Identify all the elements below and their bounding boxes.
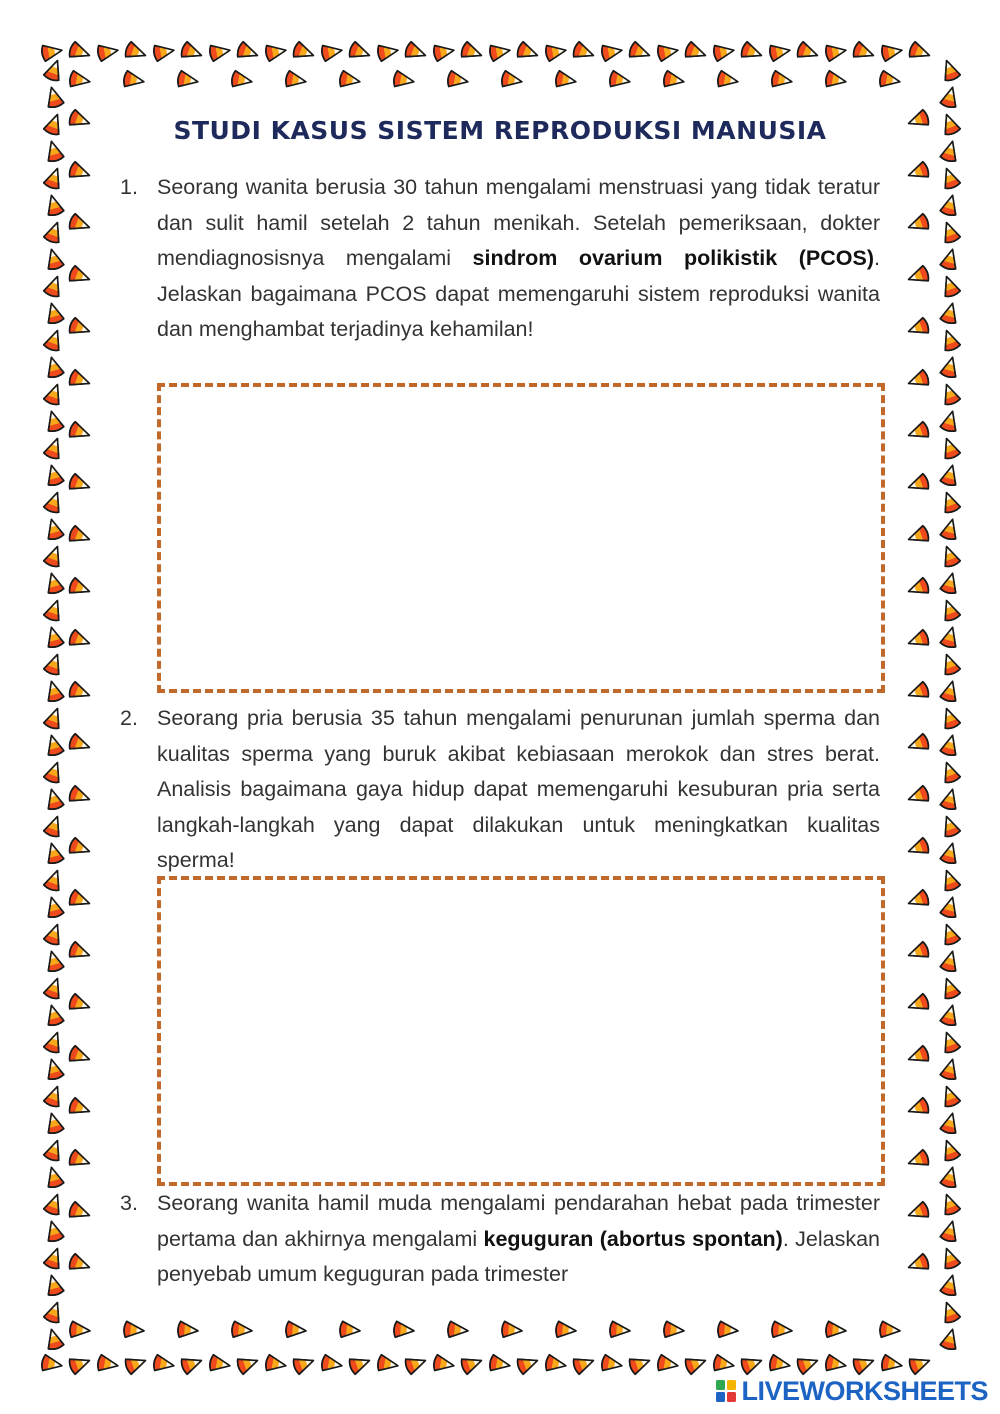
candy-corn-icon <box>44 409 65 432</box>
candy-corn-icon <box>44 301 65 324</box>
candy-corn-icon <box>377 42 399 61</box>
candy-corn-icon <box>906 265 930 287</box>
candy-corn-icon <box>881 1354 903 1373</box>
candy-corn-icon <box>123 1321 144 1339</box>
candy-corn-icon <box>43 868 65 892</box>
candy-corn-icon <box>236 1353 260 1375</box>
candy-corn-icon <box>940 625 961 648</box>
candy-corn-icon <box>906 421 930 443</box>
candy-corn-icon <box>265 42 287 61</box>
candy-corn-icon <box>43 1030 65 1054</box>
candy-corn-icon <box>940 895 961 918</box>
candy-corn-icon <box>572 41 596 63</box>
candy-corn-icon <box>377 1354 399 1373</box>
candy-corn-icon <box>906 1253 930 1275</box>
candy-corn-icon <box>663 1321 684 1339</box>
candy-corn-icon <box>939 598 961 622</box>
candy-corn-icon <box>769 1354 791 1373</box>
question-text: Seorang wanita berusia 30 tahun mengalami menstruasi yang tidak teratur dan sulit hamil setelah 2 tahun menikah. Setelah pemeriksaan, dokter mendiagnosisnya mengalami sindrom ovarium polikistik (PCOS). Jelaskan bagaimana PCOS dapat memengaruhi sistem reproduksi wanita dan menghambat terjadinya kehamilan! <box>157 175 880 341</box>
answer-box-2[interactable] <box>157 876 885 1186</box>
question-number: 2. <box>120 706 138 730</box>
candy-corn-icon <box>43 544 65 568</box>
candy-corn-icon <box>404 1353 428 1375</box>
candy-corn-icon <box>940 841 961 864</box>
candy-corn-icon <box>657 42 679 61</box>
candy-corn-icon <box>906 629 930 651</box>
candy-corn-icon <box>940 463 961 486</box>
candy-corn-icon <box>68 889 92 911</box>
candy-corn-icon <box>825 1354 847 1373</box>
candy-corn-icon <box>348 41 372 63</box>
candy-corn-icon <box>609 1321 630 1339</box>
candy-corn-icon <box>44 247 65 270</box>
candy-corn-icon <box>348 1353 372 1375</box>
candy-corn-icon <box>852 41 876 63</box>
candy-corn-icon <box>447 70 469 89</box>
question-keyword: sindrom ovarium polikistik (PCOS) <box>472 246 875 270</box>
candy-corn-icon <box>545 42 567 61</box>
candy-corn-icon <box>68 1353 92 1375</box>
candy-corn-icon <box>939 1300 961 1324</box>
candy-corn-icon <box>516 41 540 63</box>
candy-corn-icon <box>906 213 930 235</box>
candy-corn-icon <box>68 317 92 339</box>
candy-corn-icon <box>460 41 484 63</box>
candy-corn-icon <box>44 193 65 216</box>
candy-corn-icon <box>69 1321 90 1339</box>
candy-corn-icon <box>43 436 65 460</box>
candy-corn-icon <box>940 1273 961 1296</box>
candy-corn-icon <box>939 814 961 838</box>
candy-corn-icon <box>906 473 930 495</box>
candy-corn-icon <box>68 837 92 859</box>
candy-corn-icon <box>68 1045 92 1067</box>
candy-corn-icon <box>433 42 455 61</box>
candy-corn-icon <box>43 1300 65 1324</box>
candy-corn-icon <box>906 369 930 391</box>
question-3-clip <box>120 1186 880 1294</box>
candy-corn-icon <box>545 1354 567 1373</box>
candy-corn-icon <box>628 41 652 63</box>
candy-corn-icon <box>44 1219 65 1242</box>
question-number: 3. <box>120 1191 138 1215</box>
candy-corn-icon <box>940 1327 961 1350</box>
candy-corn-icon <box>906 889 930 911</box>
candy-corn-icon <box>41 1354 63 1373</box>
candy-corn-icon <box>177 70 199 89</box>
candy-corn-icon <box>906 941 930 963</box>
liveworksheets-brand[interactable] <box>715 1374 988 1408</box>
page-title: STUDI KASUS SISTEM REPRODUKSI MANUSIA <box>173 116 827 145</box>
candy-corn-icon <box>209 1354 231 1373</box>
candy-corn-icon <box>285 70 307 89</box>
question-text: Seorang pria berusia 35 tahun mengalami penurunan jumlah sperma dan kualitas sperma yang buruk akibat kebiasaan merokok dan stres berat. Analisis bagaimana gaya hidup dapat memengaruhi kesuburan pria serta langkah-langkah yang dapat dilakukan untuk meningkatkan kualitas sperma! <box>157 706 880 872</box>
candy-corn-icon <box>97 42 119 61</box>
candy-corn-icon <box>44 463 65 486</box>
candy-corn-icon <box>153 42 175 61</box>
candy-corn-icon <box>939 274 961 298</box>
candy-corn-icon <box>68 213 92 235</box>
candy-corn-icon <box>940 787 961 810</box>
candy-corn-icon <box>44 625 65 648</box>
candy-corn-icon <box>44 85 65 108</box>
candy-corn-icon <box>265 1354 287 1373</box>
candy-corn-icon <box>285 1321 306 1339</box>
candy-corn-icon <box>939 652 961 676</box>
candy-corn-icon <box>940 301 961 324</box>
candy-corn-icon <box>906 1149 930 1171</box>
candy-corn-icon <box>939 58 961 82</box>
candy-corn-icon <box>339 70 361 89</box>
candy-corn-icon <box>940 517 961 540</box>
candy-corn-icon <box>555 1321 576 1339</box>
candy-corn-icon <box>44 949 65 972</box>
candy-corn-icon <box>939 922 961 946</box>
candy-corn-icon <box>43 1192 65 1216</box>
candy-corn-icon <box>713 1354 735 1373</box>
candy-corn-icon <box>43 598 65 622</box>
candy-corn-icon <box>940 1219 961 1242</box>
candy-corn-icon <box>906 785 930 807</box>
candy-corn-icon <box>601 42 623 61</box>
candy-corn-icon <box>717 1321 738 1339</box>
candy-corn-icon <box>906 317 930 339</box>
candy-corn-icon <box>404 41 428 63</box>
answer-box-1[interactable] <box>157 383 885 693</box>
candy-corn-icon <box>940 85 961 108</box>
candy-corn-icon <box>43 382 65 406</box>
candy-corn-icon <box>906 525 930 547</box>
candy-corn-icon <box>908 41 932 63</box>
candy-corn-icon <box>825 1321 846 1339</box>
liveworksheets-logo-icon <box>715 1379 737 1403</box>
candy-corn-icon <box>740 41 764 63</box>
candy-corn-icon <box>940 193 961 216</box>
candy-corn-icon <box>771 70 793 89</box>
candy-corn-icon <box>236 41 260 63</box>
candy-corn-icon <box>123 70 145 89</box>
candy-corn-icon <box>489 42 511 61</box>
candy-corn-icon <box>939 1192 961 1216</box>
candy-corn-icon <box>939 976 961 1000</box>
candy-corn-icon <box>97 1354 119 1373</box>
candy-corn-icon <box>906 837 930 859</box>
candy-corn-icon <box>740 1353 764 1375</box>
candy-corn-icon <box>231 1321 252 1339</box>
candy-corn-icon <box>43 166 65 190</box>
candy-corn-icon <box>447 1321 468 1339</box>
candy-corn-icon <box>940 1111 961 1134</box>
candy-corn-icon <box>825 70 847 89</box>
candy-corn-icon <box>940 679 961 702</box>
candy-corn-icon <box>68 161 92 183</box>
candy-corn-icon <box>44 1057 65 1080</box>
candy-corn-icon <box>43 1246 65 1270</box>
candy-corn-icon <box>43 922 65 946</box>
candy-corn-icon <box>177 1321 198 1339</box>
question-text: Seorang wanita hamil muda mengalami pendarahan hebat pada trimester pertama dan akhirnya mengalami keguguran (abortus spontan). Jelaskan penyebab umum keguguran pada trimester <box>157 1191 880 1286</box>
candy-corn-icon <box>231 70 253 89</box>
candy-corn-icon <box>939 436 961 460</box>
candy-corn-icon <box>940 1057 961 1080</box>
candy-corn-icon <box>68 1097 92 1119</box>
candy-corn-icon <box>906 1045 930 1067</box>
candy-corn-icon <box>153 1354 175 1373</box>
candy-corn-icon <box>796 41 820 63</box>
candy-corn-icon <box>43 1084 65 1108</box>
candy-corn-icon <box>44 679 65 702</box>
candy-corn-icon <box>339 1321 360 1339</box>
candy-corn-icon <box>939 1246 961 1270</box>
candy-corn-icon <box>460 1353 484 1375</box>
candy-corn-icon <box>68 369 92 391</box>
candy-corn-icon <box>879 70 901 89</box>
question-3 <box>120 1186 880 1293</box>
candy-corn-icon <box>68 473 92 495</box>
candy-corn-icon <box>321 1354 343 1373</box>
candy-corn-icon <box>44 1111 65 1134</box>
candy-corn-icon <box>43 652 65 676</box>
candy-corn-icon <box>69 70 91 89</box>
candy-corn-icon <box>68 525 92 547</box>
candy-corn-icon <box>489 1354 511 1373</box>
candy-corn-icon <box>906 161 930 183</box>
candy-corn-icon <box>68 1253 92 1275</box>
candy-corn-icon <box>41 42 63 61</box>
candy-corn-icon <box>43 1138 65 1162</box>
candy-corn-icon <box>906 577 930 599</box>
candy-corn-icon <box>68 1201 92 1223</box>
candy-corn-icon <box>572 1353 596 1375</box>
question-keyword: keguguran (abortus spontan) <box>483 1226 783 1251</box>
candy-corn-icon <box>43 220 65 244</box>
candy-corn-icon <box>852 1353 876 1375</box>
candy-corn-icon <box>939 1084 961 1108</box>
candy-corn-icon <box>940 409 961 432</box>
brand-name: LIVEWORKSHEETS <box>741 1375 988 1406</box>
candy-corn-icon <box>939 706 961 730</box>
candy-corn-icon <box>940 1165 961 1188</box>
candy-corn-icon <box>393 70 415 89</box>
candy-corn-icon <box>713 42 735 61</box>
candy-corn-icon <box>43 814 65 838</box>
candy-corn-icon <box>44 1273 65 1296</box>
candy-corn-icon <box>43 706 65 730</box>
candy-corn-icon <box>940 1003 961 1026</box>
candy-corn-icon <box>292 41 316 63</box>
candy-corn-icon <box>44 841 65 864</box>
candy-corn-icon <box>601 1354 623 1373</box>
candy-corn-icon <box>939 328 961 352</box>
candy-corn-icon <box>516 1353 540 1375</box>
candy-corn-icon <box>879 1321 900 1339</box>
candy-corn-icon <box>825 42 847 61</box>
candy-corn-icon <box>44 895 65 918</box>
candy-corn-icon <box>881 42 903 61</box>
candy-corn-icon <box>939 382 961 406</box>
candy-corn-icon <box>44 787 65 810</box>
question-2 <box>120 701 880 879</box>
candy-corn-icon <box>68 785 92 807</box>
candy-corn-icon <box>906 681 930 703</box>
candy-corn-icon <box>44 1003 65 1026</box>
candy-corn-icon <box>68 41 92 63</box>
candy-corn-icon <box>939 490 961 514</box>
candy-corn-icon <box>939 1030 961 1054</box>
candy-corn-icon <box>906 993 930 1015</box>
candy-corn-icon <box>939 760 961 784</box>
candy-corn-icon <box>43 976 65 1000</box>
candy-corn-icon <box>906 733 930 755</box>
candy-corn-icon <box>939 220 961 244</box>
candy-corn-icon <box>68 265 92 287</box>
candy-corn-icon <box>180 1353 204 1375</box>
candy-corn-icon <box>44 1165 65 1188</box>
candy-corn-icon <box>769 42 791 61</box>
candy-corn-icon <box>393 1321 414 1339</box>
candy-corn-icon <box>939 544 961 568</box>
candy-corn-icon <box>501 1321 522 1339</box>
candy-corn-icon <box>68 681 92 703</box>
candy-corn-icon <box>68 733 92 755</box>
candy-corn-icon <box>44 571 65 594</box>
candy-corn-icon <box>43 58 65 82</box>
candy-corn-icon <box>657 1354 679 1373</box>
candy-corn-icon <box>908 1353 932 1375</box>
candy-corn-icon <box>44 1327 65 1350</box>
candy-corn-icon <box>43 490 65 514</box>
candy-corn-icon <box>180 41 204 63</box>
candy-corn-icon <box>43 760 65 784</box>
candy-corn-icon <box>68 941 92 963</box>
candy-corn-icon <box>68 577 92 599</box>
candy-corn-icon <box>684 41 708 63</box>
candy-corn-icon <box>940 571 961 594</box>
candy-corn-icon <box>939 868 961 892</box>
candy-corn-icon <box>43 274 65 298</box>
candy-corn-icon <box>124 41 148 63</box>
candy-corn-icon <box>68 993 92 1015</box>
candy-corn-icon <box>771 1321 792 1339</box>
question-number: 1. <box>120 175 138 199</box>
candy-corn-icon <box>796 1353 820 1375</box>
candy-corn-icon <box>684 1353 708 1375</box>
candy-corn-icon <box>609 70 631 89</box>
candy-corn-icon <box>44 355 65 378</box>
candy-corn-icon <box>68 629 92 651</box>
candy-corn-icon <box>44 517 65 540</box>
candy-corn-icon <box>209 42 231 61</box>
candy-corn-icon <box>555 70 577 89</box>
candy-corn-icon <box>628 1353 652 1375</box>
candy-corn-icon <box>940 247 961 270</box>
candy-corn-icon <box>906 1097 930 1119</box>
candy-corn-icon <box>906 1201 930 1223</box>
candy-corn-icon <box>124 1353 148 1375</box>
candy-corn-icon <box>663 70 685 89</box>
candy-corn-icon <box>940 355 961 378</box>
candy-corn-icon <box>43 328 65 352</box>
candy-corn-icon <box>939 166 961 190</box>
candy-corn-icon <box>321 42 343 61</box>
candy-corn-icon <box>939 1138 961 1162</box>
candy-corn-icon <box>940 949 961 972</box>
candy-corn-icon <box>433 1354 455 1373</box>
candy-corn-icon <box>501 70 523 89</box>
candy-corn-icon <box>44 733 65 756</box>
candy-corn-icon <box>68 421 92 443</box>
question-1 <box>120 170 880 348</box>
candy-corn-icon <box>940 733 961 756</box>
candy-corn-icon <box>68 1149 92 1171</box>
candy-corn-icon <box>717 70 739 89</box>
candy-corn-icon <box>292 1353 316 1375</box>
